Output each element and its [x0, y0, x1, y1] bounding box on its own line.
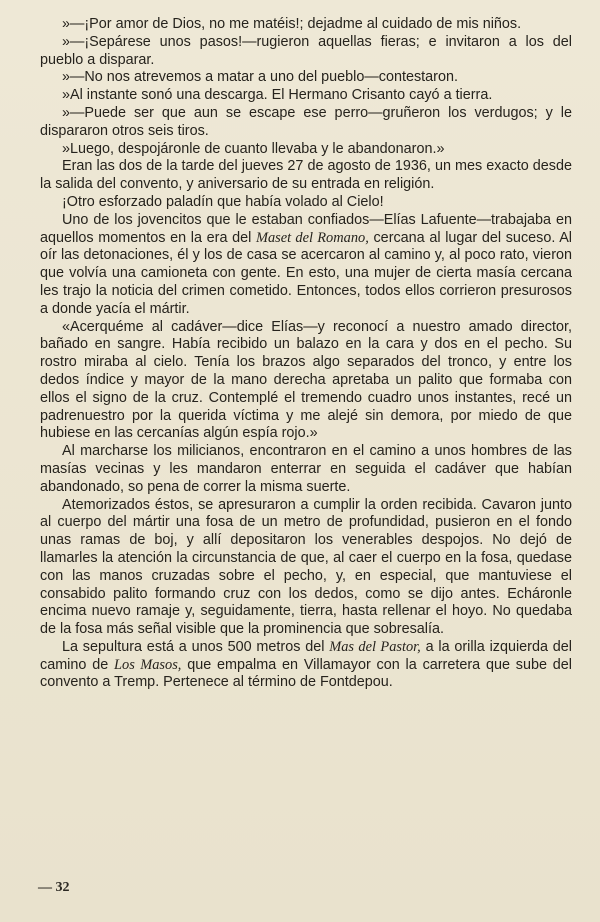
- paragraph: [40, 639, 572, 692]
- paragraph: Eran las dos de la tarde del jueves 27 de agosto de 1936, un mes exacto desde la salida del convento, y aniversario de su entrada en religión.: [40, 158, 572, 193]
- body-text: [40, 16, 572, 692]
- paragraph: »Al instante sonó una descarga. El Hermano Crisanto cayó a tierra.: [62, 87, 493, 104]
- place-name-italic: Maset del Romano,: [255, 229, 369, 246]
- text-run: La sepultura está a unos 500 metros del: [62, 638, 330, 655]
- place-name-italic: Los Masos,: [114, 656, 182, 673]
- paragraph: »—No nos atrevemos a matar a uno del pueblo—contestaron.: [62, 69, 458, 86]
- paragraph: Atemorizados éstos, se apresuraron a cumplir la orden recibida. Cavaron junto al cuerpo del mártir una fosa de un metro de profundidad, pusieron en el fondo unas ramas de boj, y allí depositaron los venerables despojos. No dejó de llamarles la atención la circunstancia de que, al caer el cuerpo en la fosa, quedase con las manos cruzadas sobre el pecho, y, en especial, que mantuviese el consabido palito formando cruz con los dedos, como se dijo antes. Echáronle encima nuevo ramaje y, seguidamente, tierra, hasta rellenar el hoyo. No quedaba de la fosa más señal visible que la prominencia que sobresalía.: [40, 496, 572, 638]
- text-run: a la orilla izquierda del camino de: [40, 638, 572, 673]
- text-run: Uno de los jovencitos que le estaban confiados—Elías Lafuente—trabajaba en aquellos momentos en la era del: [40, 211, 572, 246]
- paragraph: Al marcharse los milicianos, encontraron en el camino a unos hombres de las masías vecinas y les mandaron enterrar en seguida el cadáver que habían abandonado, so pena de correr la misma suerte.: [40, 443, 572, 495]
- paragraph: »Luego, despojáronle de cuanto llevaba y le abandonaron.»: [62, 140, 445, 157]
- paragraph: ¡Otro esforzado paladín que había volado al Cielo!: [62, 193, 384, 210]
- text-run: que empalma en Villamayor con la carretera que sube del convento a Tremp. Pertenece al término de Fontdepou.: [40, 656, 572, 691]
- paragraph: »—¡Por amor de Dios, no me matéis!; dejadme al cuidado de mis niños.: [62, 16, 522, 32]
- text-run: cercana al lugar del suceso. Al oír las detonaciones, él y los de casa se acercaron al camino y, al poco rato, vieron que volvía una camioneta con gente. En esto, una mujer de cierta masía cercana les trajo la noticia del crimen cometido. Entonces, todos ellos corrieron presurosos a donde yacía el mártir.: [40, 229, 572, 317]
- paragraph: »—Puede ser que aun se escape ese perro—gruñeron los verdugos; y le dispararon otros seis tiros.: [40, 104, 572, 139]
- paragraph: «Acerquéme al cadáver—dice Elías—y reconocí a nuestro amado director, bañado en sangre. Había recibido un balazo en la cara y dos en el pecho. Su rostro miraba al cielo. Tenía los brazos algo separados del tronco, y entre los dedos índice y mayor de la mano derecha apretaba un palito que formaba con ellos el signo de la cruz. Contemplé el tremendo cuadro unos instantes, recé un padrenuestro por la querida víctima y me alejé sin demora, por miedo de que hubiese en las cercanías algún espía rojo.»: [40, 318, 572, 442]
- paragraph: [40, 212, 572, 319]
- place-name-italic: Mas del Pastor,: [329, 638, 421, 655]
- page-number: — 32: [38, 880, 70, 895]
- paragraph: »—¡Sepárese unos pasos!—rugieron aquellas fieras; e invitaron a los del pueblo a disparar.: [40, 33, 572, 68]
